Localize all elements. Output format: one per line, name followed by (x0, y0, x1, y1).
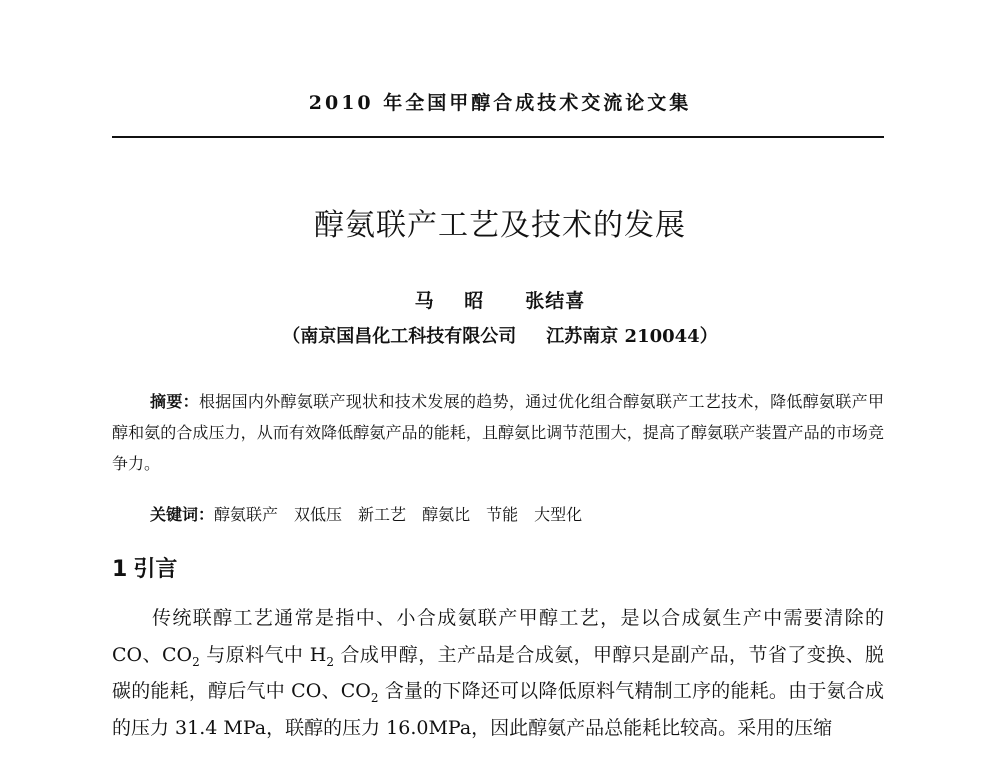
keyword-item: 节能 (486, 505, 519, 524)
header-rule (112, 136, 884, 138)
section-number: 1 (112, 557, 128, 582)
affiliation-close-paren: ） (699, 326, 718, 347)
author-line (0, 286, 1000, 313)
abstract-label: 摘要： (150, 392, 199, 411)
body-text-run: 合成甲醇，主产品是合成氨，甲醇只是副产品，节省了变换、脱碳的能耗，醇后气中 CO、CO (112, 643, 884, 702)
paper-title: 醇氨联产工艺及技术的发展 (314, 208, 686, 243)
keyword-item: 醇氨比 (422, 505, 471, 524)
running-header: 2010 年全国甲醇合成技术交流论文集 (308, 92, 692, 114)
affiliation-city: 江苏南京 210044 (546, 326, 700, 347)
keyword-item: 新工艺 (358, 505, 407, 524)
affiliation-org: 南京国昌化工科技有限公司 (300, 326, 517, 347)
keywords-label: 关键词： (150, 505, 215, 524)
body-text-run: 传统联醇工艺通常是指中、小合成氨联产甲醇工艺，是以合成氨生产中需要清除的 CO、CO (112, 607, 884, 666)
abstract (112, 386, 884, 479)
keywords (150, 503, 884, 527)
keyword-item: 醇氨联产 (214, 505, 279, 524)
section-title: 引言 (133, 557, 178, 582)
author-name: 张结喜 (525, 290, 586, 312)
body-paragraph (112, 600, 884, 746)
author-name: 马 昭 (414, 290, 496, 312)
body-text-run: 与原料气中 H (199, 643, 327, 666)
affiliation-open-paren: （ (282, 326, 301, 347)
section-heading (112, 552, 177, 583)
subscript: 2 (326, 654, 335, 669)
keyword-item: 大型化 (534, 505, 583, 524)
subscript: 2 (370, 690, 379, 705)
body-text-run: 含量的下降还可以降低原料气精制工序的能耗。由于氨合成的压力 31.4 MPa，联醇的压力 16.0MPa，因此醇氨产品总能耗比较高。采用的压缩 (112, 680, 884, 739)
keyword-item: 双低压 (294, 505, 343, 524)
abstract-text: 根据国内外醇氨联产现状和技术发展的趋势，通过优化组合醇氨联产工艺技术，降低醇氨联产甲醇和氨的合成压力，从而有效降低醇氨产品的能耗，且醇氨比调节范围大，提高了醇氨联产装置产品的市场竞争力。 (112, 392, 884, 473)
subscript: 2 (192, 654, 200, 669)
affiliation (0, 322, 1000, 348)
